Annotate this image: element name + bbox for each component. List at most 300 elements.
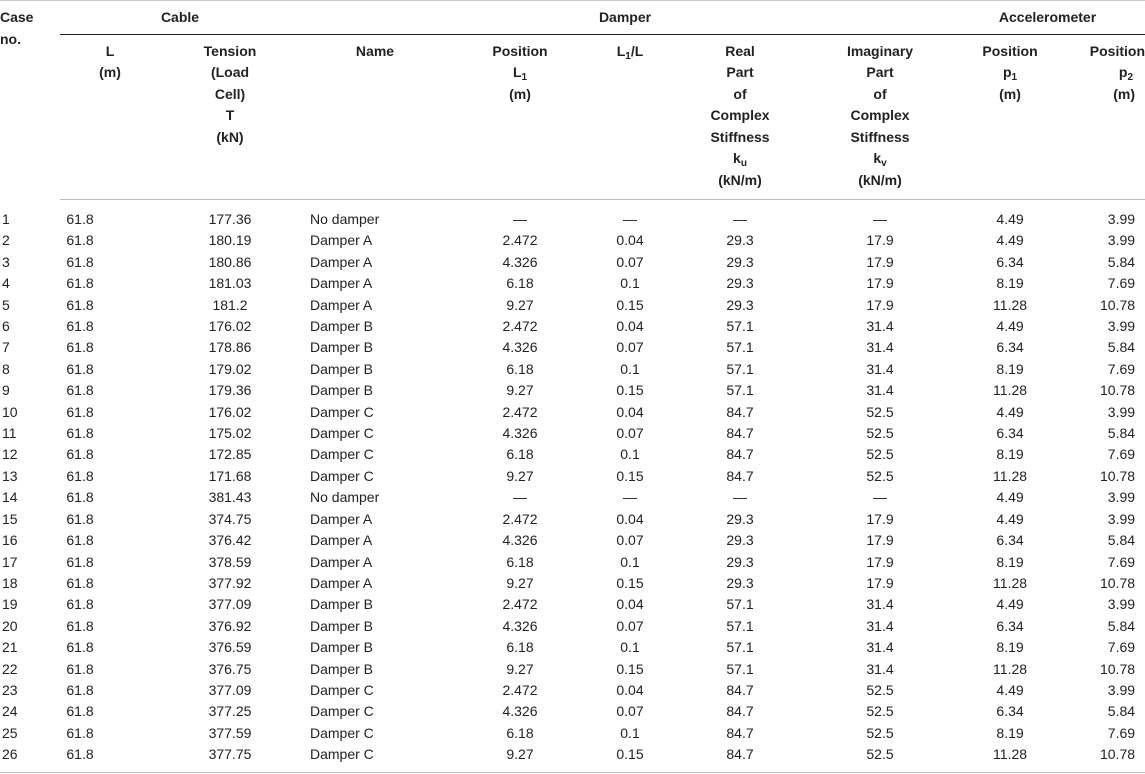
cell-damper-name: Damper A	[310, 574, 373, 591]
cell-position-l1: 4.326	[502, 339, 538, 356]
cell-case-no: 19	[2, 596, 18, 613]
cell-l: 61.8	[66, 318, 94, 335]
header-l: L (m)	[60, 34, 160, 200]
cell-real-part: 29.3	[726, 296, 754, 313]
cell-position-p2: 7.69	[1107, 639, 1136, 656]
cell-position-p2: 10.78	[1099, 467, 1136, 484]
cell-position-l1: —	[513, 489, 527, 506]
cell-l: 61.8	[66, 617, 94, 634]
cell-position-p1: 6.34	[996, 532, 1024, 549]
cell-l: 61.8	[66, 211, 94, 227]
cell-real-part: 29.3	[726, 510, 754, 527]
cell-case-no: 11	[2, 425, 17, 442]
table-row	[0, 466, 1145, 487]
cell-l1-over-l: 0.07	[616, 703, 644, 720]
cell-case-no: 16	[2, 532, 18, 549]
cell-position-p1: 11.28	[993, 746, 1028, 763]
cell-position-p2: 10.78	[1099, 296, 1136, 313]
cell-position-p1: 4.49	[996, 211, 1024, 227]
cell-position-p2: 5.84	[1107, 532, 1136, 549]
cell-position-p2: 3.99	[1107, 489, 1136, 506]
cell-real-part: 84.7	[726, 467, 754, 484]
cell-damper-name: Damper C	[310, 446, 374, 463]
cell-l1-over-l: 0.04	[616, 596, 644, 613]
cell-position-p2: 5.84	[1107, 617, 1136, 634]
cell-damper-name: Damper C	[310, 403, 374, 420]
cell-position-p1: 4.49	[996, 596, 1024, 613]
cell-tension: 177.36	[208, 211, 252, 227]
table-row	[0, 444, 1145, 465]
table-row	[0, 230, 1145, 251]
cell-damper-name: Damper B	[310, 382, 374, 399]
header-position-l1: Position $L_1$ (m)	[450, 34, 590, 200]
cell-damper-name: Damper B	[310, 360, 374, 377]
table-row	[0, 402, 1145, 423]
cell-l1-over-l: —	[623, 211, 637, 227]
cell-l1-over-l: 0.15	[616, 467, 644, 484]
cell-imaginary-part: 31.4	[866, 360, 894, 377]
cell-imaginary-part: 31.4	[866, 639, 894, 656]
cell-l: 61.8	[66, 574, 94, 591]
cell-real-part: 84.7	[726, 446, 754, 463]
cell-real-part: 29.3	[726, 553, 754, 570]
cell-position-p2: 5.84	[1107, 253, 1136, 270]
table-row	[0, 316, 1145, 337]
cell-imaginary-part: 17.9	[866, 553, 894, 570]
cell-l: 61.8	[66, 681, 94, 698]
cell-position-p1: 11.28	[993, 296, 1028, 313]
cell-tension: 381.43	[208, 489, 252, 506]
bottom-divider	[0, 772, 1145, 773]
cell-l: 61.8	[66, 639, 94, 656]
cell-l1-over-l: 0.1	[620, 553, 640, 570]
cell-damper-name: No damper	[310, 489, 380, 506]
cell-l: 61.8	[66, 724, 94, 741]
cell-real-part: 84.7	[726, 724, 754, 741]
cell-position-p2: 7.69	[1107, 446, 1136, 463]
cell-l: 61.8	[66, 382, 94, 399]
cell-position-l1: 2.472	[502, 510, 538, 527]
table-row	[0, 616, 1145, 637]
cell-l: 61.8	[66, 339, 94, 356]
header-position-p2: Position $p_2$ (m)	[1070, 34, 1145, 200]
cell-l1-over-l: 0.15	[616, 574, 644, 591]
cell-tension: 180.86	[208, 253, 252, 270]
cell-l1-over-l: 0.15	[616, 660, 644, 677]
cell-imaginary-part: 52.5	[866, 703, 894, 720]
cell-imaginary-part: 31.4	[866, 318, 894, 335]
cell-position-p2: 10.78	[1099, 382, 1136, 399]
cell-real-part: 84.7	[726, 681, 754, 698]
cell-position-l1: 2.472	[502, 232, 538, 249]
cell-position-p1: 11.28	[993, 574, 1028, 591]
cell-tension: 178.86	[208, 339, 252, 356]
cell-l1-over-l: 0.15	[616, 382, 644, 399]
cell-damper-name: No damper	[310, 211, 380, 227]
cell-l1-over-l: —	[623, 489, 637, 506]
cell-position-p1: 4.49	[996, 232, 1024, 249]
cell-tension: 175.02	[208, 425, 252, 442]
cell-imaginary-part: 31.4	[866, 382, 894, 399]
cell-tension: 376.59	[208, 639, 252, 656]
cell-imaginary-part: 52.5	[866, 446, 894, 463]
cell-position-p1: 6.34	[996, 703, 1024, 720]
cell-case-no: 3	[2, 253, 10, 270]
table-row	[0, 573, 1145, 594]
cell-l: 61.8	[66, 232, 94, 249]
cell-case-no: 22	[2, 660, 18, 677]
cell-damper-name: Damper A	[310, 510, 373, 527]
cell-damper-name: Damper C	[310, 703, 374, 720]
cell-position-p2: 10.78	[1099, 574, 1136, 591]
table-row	[0, 359, 1145, 380]
cell-position-p1: 8.19	[996, 446, 1024, 463]
cell-case-no: 9	[2, 382, 10, 399]
cell-case-no: 17	[2, 553, 18, 570]
cell-position-l1: 6.18	[506, 360, 534, 377]
header-group-accelerometer: Accelerometer	[950, 0, 1145, 34]
table-row	[0, 252, 1145, 273]
cell-tension: 172.85	[208, 446, 252, 463]
cell-imaginary-part: 52.5	[866, 746, 894, 763]
cell-case-no: 1	[2, 210, 10, 227]
cell-position-p1: 8.19	[996, 360, 1024, 377]
cell-imaginary-part: 17.9	[866, 574, 894, 591]
cell-position-l1: 4.326	[502, 703, 538, 720]
cell-case-no: 10	[2, 403, 18, 420]
cell-position-l1: 9.27	[506, 382, 534, 399]
table-row	[0, 530, 1145, 551]
cell-real-part: 57.1	[726, 360, 754, 377]
cell-position-p1: 6.34	[996, 339, 1024, 356]
header-tension: Tension (Load Cell) T (kN)	[160, 34, 300, 200]
table-row	[0, 552, 1145, 573]
cell-case-no: 7	[2, 339, 10, 356]
cell-position-p1: 4.49	[996, 510, 1024, 527]
cell-imaginary-part: 17.9	[866, 253, 894, 270]
cell-l: 61.8	[66, 660, 94, 677]
table-row	[0, 744, 1145, 765]
cell-position-l1: 4.326	[502, 617, 538, 634]
top-divider	[0, 0, 1145, 1]
cell-position-p2: 7.69	[1107, 275, 1136, 292]
cell-real-part: 84.7	[726, 703, 754, 720]
cell-case-no: 4	[2, 275, 10, 292]
cell-l1-over-l: 0.04	[616, 681, 644, 698]
cell-tension: 179.36	[208, 382, 252, 399]
cell-position-l1: 9.27	[506, 467, 534, 484]
cell-case-no: 24	[2, 703, 18, 720]
cell-position-p1: 11.28	[993, 467, 1028, 484]
cell-imaginary-part: —	[873, 489, 888, 506]
cell-l1-over-l: 0.1	[620, 446, 640, 463]
table-row	[0, 487, 1145, 508]
table-row	[0, 509, 1145, 530]
cell-case-no: 13	[2, 467, 18, 484]
cell-l: 61.8	[66, 489, 94, 506]
cell-position-p2: 7.69	[1107, 360, 1136, 377]
cell-real-part: 57.1	[726, 617, 754, 634]
cell-position-l1: 2.472	[502, 596, 538, 613]
cell-l1-over-l: 0.1	[620, 360, 640, 377]
cell-l: 61.8	[66, 253, 94, 270]
cell-real-part: 57.1	[726, 639, 754, 656]
cell-damper-name: Damper C	[310, 746, 374, 763]
cell-real-part: 57.1	[726, 318, 754, 335]
cell-l1-over-l: 0.04	[616, 232, 644, 249]
header-group-row	[0, 0, 1145, 34]
cell-damper-name: Damper C	[310, 681, 374, 698]
cell-position-l1: 4.326	[502, 425, 538, 442]
cell-case-no: 15	[2, 510, 18, 527]
cell-l1-over-l: 0.1	[620, 639, 640, 656]
cell-l: 61.8	[66, 296, 94, 313]
header-real-part: Real Part of Complex Stiffness $k_u$ (kN/m)	[670, 34, 810, 200]
cell-position-p2: 3.99	[1107, 510, 1136, 527]
cell-position-p2: 7.69	[1107, 553, 1136, 570]
header-position-p1: Position $p_1$ (m)	[950, 34, 1070, 200]
cell-real-part: —	[733, 489, 747, 506]
cell-imaginary-part: 31.4	[866, 660, 894, 677]
cell-real-part: 29.3	[726, 253, 754, 270]
header-imaginary-part: Imaginary Part of Complex Stiffness $k_v$ (kN/m)	[810, 34, 950, 200]
cell-tension: 171.68	[208, 467, 252, 484]
cell-tension: 377.59	[208, 724, 252, 741]
cell-damper-name: Damper B	[310, 596, 374, 613]
cell-damper-name: Damper B	[310, 639, 374, 656]
header-group-cable: Cable	[60, 0, 300, 34]
cell-position-p2: 5.84	[1107, 339, 1136, 356]
cell-real-part: 29.3	[726, 275, 754, 292]
cell-tension: 377.75	[208, 746, 252, 763]
cell-real-part: 57.1	[726, 660, 754, 677]
cell-l1-over-l: 0.04	[616, 510, 644, 527]
cell-l: 61.8	[66, 275, 94, 292]
cell-tension: 181.2	[212, 296, 248, 313]
cell-position-p1: 8.19	[996, 553, 1024, 570]
cell-imaginary-part: 17.9	[866, 296, 894, 313]
cell-damper-name: Damper A	[310, 532, 373, 549]
cell-imaginary-part: 17.9	[866, 275, 894, 292]
cell-real-part: 84.7	[726, 425, 754, 442]
cell-case-no: 23	[2, 681, 18, 698]
cell-damper-name: Damper C	[310, 425, 374, 442]
table-row	[0, 295, 1145, 316]
cell-imaginary-part: 52.5	[866, 681, 894, 698]
cell-damper-name: Damper B	[310, 339, 374, 356]
cell-imaginary-part: 52.5	[866, 425, 894, 442]
cell-real-part: 57.1	[726, 596, 754, 613]
cell-position-p2: 3.99	[1107, 211, 1136, 227]
table-row	[0, 337, 1145, 358]
cell-imaginary-part: 52.5	[866, 467, 894, 484]
cell-l1-over-l: 0.04	[616, 318, 644, 335]
cell-l: 61.8	[66, 703, 94, 720]
cell-l: 61.8	[66, 446, 94, 463]
cell-case-no: 25	[2, 724, 18, 741]
cell-position-p1: 6.34	[996, 425, 1024, 442]
cell-position-p1: 4.49	[996, 489, 1024, 506]
cell-imaginary-part: 31.4	[866, 596, 894, 613]
cell-position-p1: 4.49	[996, 318, 1024, 335]
cell-l1-over-l: 0.15	[616, 296, 644, 313]
header-column-row	[0, 34, 1145, 200]
cell-damper-name: Damper A	[310, 253, 373, 270]
cell-real-part: 57.1	[726, 382, 754, 399]
cell-imaginary-part: 52.5	[866, 403, 894, 420]
cell-position-p2: 3.99	[1107, 318, 1136, 335]
cell-tension: 378.59	[208, 553, 252, 570]
cell-position-l1: 9.27	[506, 574, 534, 591]
table-row	[0, 701, 1145, 722]
table-row	[0, 659, 1145, 680]
cell-real-part: 29.3	[726, 574, 754, 591]
cell-case-no: 6	[2, 318, 10, 335]
cell-case-no: 20	[2, 617, 18, 634]
cell-position-p1: 11.28	[993, 382, 1028, 399]
cell-l1-over-l: 0.07	[616, 425, 644, 442]
cell-position-p2: 3.99	[1107, 596, 1136, 613]
table-row	[0, 594, 1145, 615]
cell-case-no: 8	[2, 360, 10, 377]
cell-position-p2: 7.69	[1107, 724, 1136, 741]
cell-case-no: 18	[2, 574, 18, 591]
cell-position-l1: 4.326	[502, 253, 538, 270]
cell-l: 61.8	[66, 532, 94, 549]
cell-damper-name: Damper C	[310, 724, 374, 741]
cell-imaginary-part: 52.5	[866, 724, 894, 741]
cell-tension: 180.19	[208, 232, 252, 249]
cell-l1-over-l: 0.07	[616, 532, 644, 549]
cell-tension: 176.02	[208, 318, 252, 335]
cell-imaginary-part: 17.9	[866, 510, 894, 527]
cell-case-no: 14	[2, 489, 18, 506]
cell-damper-name: Damper A	[310, 275, 373, 292]
cell-position-l1: 4.326	[502, 532, 538, 549]
cell-real-part: 84.7	[726, 746, 754, 763]
header-l1-over-l: $L_1/L$	[590, 34, 670, 200]
cell-position-p1: 6.34	[996, 253, 1024, 270]
cell-l: 61.8	[66, 510, 94, 527]
cell-position-p2: 10.78	[1099, 746, 1136, 763]
cell-damper-name: Damper A	[310, 296, 373, 313]
cell-position-l1: 2.472	[502, 403, 538, 420]
header-name: Name	[300, 34, 450, 200]
cell-l: 61.8	[66, 746, 94, 763]
cell-real-part: 29.3	[726, 232, 754, 249]
table-row	[0, 200, 1145, 231]
cell-l: 61.8	[66, 467, 94, 484]
cell-case-no: 21	[2, 639, 18, 656]
cell-l1-over-l: 0.1	[620, 724, 640, 741]
cell-imaginary-part: 31.4	[866, 617, 894, 634]
cell-real-part: 29.3	[726, 532, 754, 549]
cell-case-no: 5	[2, 296, 10, 313]
cell-position-p1: 11.28	[993, 660, 1028, 677]
cell-damper-name: Damper A	[310, 232, 373, 249]
cell-position-p1: 8.19	[996, 639, 1024, 656]
cell-position-l1: 6.18	[506, 446, 534, 463]
cell-damper-name: Damper A	[310, 553, 373, 570]
table-row	[0, 723, 1145, 744]
cell-position-l1: 6.18	[506, 553, 534, 570]
cell-tension: 179.02	[208, 360, 252, 377]
cell-position-l1: 6.18	[506, 275, 534, 292]
cell-position-p2: 10.78	[1099, 660, 1136, 677]
cell-l: 61.8	[66, 596, 94, 613]
cell-l1-over-l: 0.07	[616, 339, 644, 356]
cell-position-l1: —	[513, 211, 527, 227]
cell-position-l1: 6.18	[506, 639, 534, 656]
header-group-damper: Damper	[300, 0, 950, 34]
cell-l: 61.8	[66, 553, 94, 570]
cell-tension: 181.03	[208, 275, 252, 292]
table-body	[0, 200, 1145, 766]
cell-position-p2: 3.99	[1107, 681, 1136, 698]
cell-position-p1: 8.19	[996, 275, 1024, 292]
table-row	[0, 273, 1145, 294]
table-row	[0, 380, 1145, 401]
header-case-no: Case no.	[0, 9, 34, 47]
cell-position-p1: 6.34	[996, 617, 1024, 634]
cell-position-p1: 4.49	[996, 681, 1024, 698]
cell-case-no: 12	[2, 446, 18, 463]
cell-damper-name: Damper B	[310, 617, 374, 634]
cell-l: 61.8	[66, 403, 94, 420]
cell-l1-over-l: 0.1	[620, 275, 640, 292]
cell-tension: 377.92	[208, 574, 252, 591]
cell-position-p2: 3.99	[1107, 403, 1136, 420]
cell-tension: 176.02	[208, 403, 252, 420]
cell-imaginary-part: 17.9	[866, 232, 894, 249]
cell-real-part: —	[733, 211, 747, 227]
cell-damper-name: Damper B	[310, 318, 374, 335]
cell-damper-name: Damper C	[310, 467, 374, 484]
cell-real-part: 84.7	[726, 403, 754, 420]
cell-tension: 376.75	[208, 660, 252, 677]
cell-position-l1: 2.472	[502, 681, 538, 698]
cell-real-part: 57.1	[726, 339, 754, 356]
cell-position-l1: 9.27	[506, 296, 534, 313]
cell-imaginary-part: —	[873, 211, 888, 227]
table-row	[0, 680, 1145, 701]
cell-position-p1: 8.19	[996, 724, 1024, 741]
cell-position-l1: 2.472	[502, 318, 538, 335]
cell-position-l1: 9.27	[506, 746, 534, 763]
cell-position-p2: 5.84	[1107, 425, 1136, 442]
cell-tension: 377.09	[208, 681, 252, 698]
cell-position-p1: 4.49	[996, 403, 1024, 420]
cell-position-p2: 5.84	[1107, 703, 1136, 720]
cell-imaginary-part: 17.9	[866, 532, 894, 549]
cell-imaginary-part: 31.4	[866, 339, 894, 356]
cell-tension: 376.92	[208, 617, 252, 634]
cell-tension: 374.75	[208, 510, 252, 527]
table-row	[0, 637, 1145, 658]
cell-tension: 376.42	[208, 532, 252, 549]
cell-l: 61.8	[66, 360, 94, 377]
table-row	[0, 423, 1145, 444]
cell-l1-over-l: 0.07	[616, 617, 644, 634]
cell-l1-over-l: 0.15	[616, 746, 644, 763]
cell-l: 61.8	[66, 425, 94, 442]
cell-case-no: 26	[2, 746, 18, 763]
cell-case-no: 2	[2, 232, 10, 249]
cell-position-l1: 9.27	[506, 660, 534, 677]
cell-position-p2: 3.99	[1107, 232, 1136, 249]
cell-position-l1: 6.18	[506, 724, 534, 741]
cell-tension: 377.25	[208, 703, 252, 720]
